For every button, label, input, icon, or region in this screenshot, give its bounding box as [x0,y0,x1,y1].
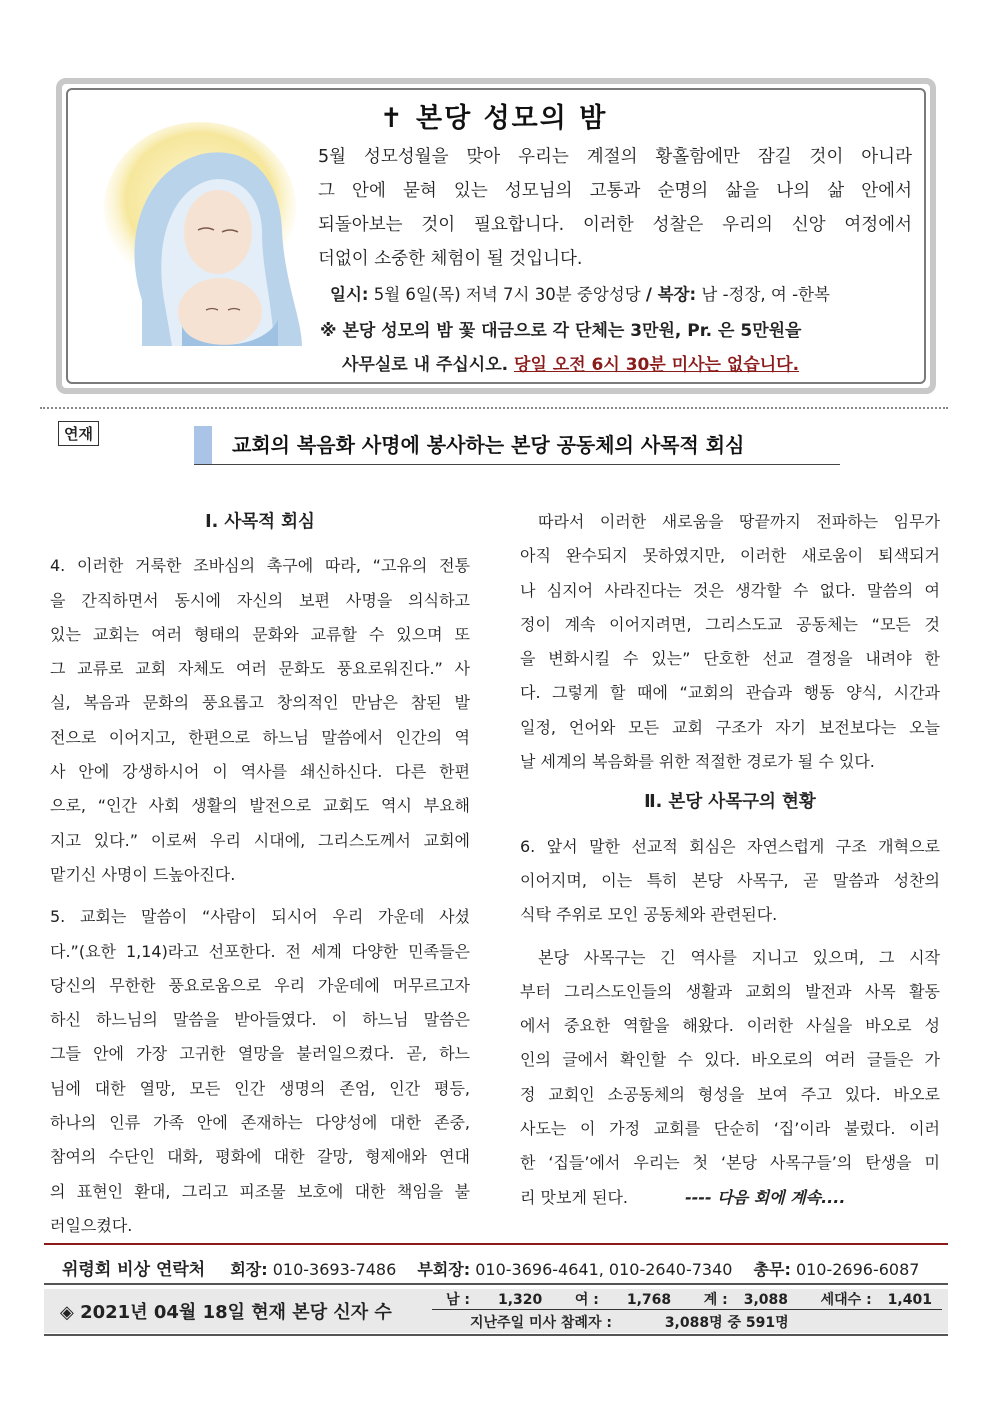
paragraph-line: 리 맛보게 된다. [520,1187,628,1207]
paragraph-line: 따라서 이러한 새로움을 땅끝까지 전파하는 임무가 [538,512,940,531]
paragraph-line: 식탁 주위로 모인 공동체와 관련된다. [520,905,778,925]
attendance-label: 지난주일 미사 참례자 : [470,1315,612,1331]
paragraph-line: 4. 이러한 거룩한 조바심의 촉구에 따라, “고유의 전통 [50,556,470,576]
footer-bottom-rule [44,1334,948,1336]
paragraph-line: 에서 중요한 역할을 해왔다. 이러한 사실을 바오로 성 [520,1016,940,1036]
households-count: 1,401 [887,1292,932,1308]
section-heading-2: Ⅱ. 본당 사목구의 현황 [644,792,816,813]
paragraph-line: 다. 그렇게 할 때에 “교회의 관습과 행동 양식, 시간과 [520,683,940,703]
paragraph-line: 다.”(요한 1,14)라고 선포한다. 전 세계 다양한 민족들은 [50,941,470,961]
event-details [330,281,830,305]
paragraph-parish-history [520,941,940,1215]
male-count: 1,320 [498,1292,543,1308]
dress-code-value: 남 -정장, 여 -한복 [696,285,830,304]
intro-line: 되돌아보는 것이 필요합니다. 이러한 성찰은 우리의 신앙 여정에서 [318,215,912,235]
event-title: ✝ 본당 성모의 밤 [380,103,608,134]
paragraph-line: 본당 사목구는 긴 역사를 지니고 있으며, 그 시작 [538,947,940,967]
vice-president-label: 부회장: [417,1260,471,1279]
president-label: 회장: [230,1260,268,1279]
series-badge: 연재 [58,421,99,446]
paragraph-line: 하나의 인류 가족 안에 존재하는 다양성에 대한 존중, [50,1113,470,1133]
paragraph-line: 한 ‘집들’에서 우리는 첫 ‘본당 사목구들’의 탄생을 미 [520,1153,940,1173]
headline-underline [194,464,840,465]
paragraph-line: 맡기신 사명이 드높아진다. [50,864,236,884]
paragraph-line: 으로, “인간 사회 생활의 발전으로 교회도 역시 부요해 [50,796,470,816]
total-label: 계 : [703,1292,728,1308]
paragraph-last-line [520,1181,940,1215]
section-divider [40,407,948,409]
paragraph-line: 참여의 수단인 대화, 평화에 대한 갈망, 형제애와 연대 [50,1147,470,1167]
paragraph-line: 당신의 무한한 풍요로움으로 우리 가운데에 머무르고자 [50,975,470,995]
paragraph-line: 6. 앞서 말한 선교적 회심은 자연스럽게 구조 개혁으로 [520,836,940,856]
paragraph-line: 을 간직하면서 동시에 자신의 보편 사명을 의식하고 [50,590,470,610]
president-phone: 010-3693-7486 [272,1260,397,1279]
intro-line: 그 안에 묻혀 있는 성모님의 고통과 순명의 삶을 나의 삶 안에서 [318,181,912,201]
vice-president-phones: 010-3696-4641, 010-2640-7340 [475,1260,733,1279]
secretary-label: 총무: [753,1260,791,1279]
paragraph-line: 이어지며, 이는 특히 본당 사목구, 곧 말씀과 성찬의 [520,870,940,890]
attendance-value: 3,088명 중 591명 [664,1315,789,1331]
intro-line: 더없이 소중한 체험이 될 것입니다. [318,249,583,269]
paragraph-line: 지고 있다.” 이로써 우리 시대에, 그리스도께서 교회에 [50,830,470,850]
parishioner-stats [432,1289,942,1309]
dress-code-label: / 복장: [645,285,697,304]
paragraph-line: 아직 완수되지 못하였지만, 이러한 새로움이 퇴색되거 [520,546,940,566]
households-label: 세대수 : [820,1292,872,1308]
footer-mid-rule [44,1283,948,1285]
paragraph-line: 사도는 이 가정 교회를 단순히 ‘집’이라 불렀다. 이러 [520,1119,940,1139]
female-count: 1,768 [626,1292,672,1308]
emergency-contacts [62,1255,919,1280]
intro-line: 5월 성모성월을 맞아 우리는 계절의 황홀함에만 잠길 것이 아니라 [318,147,912,167]
paragraph-line: 5. 교회는 말씀이 “사람이 되시어 우리 가운데 사셨 [50,907,470,927]
paragraph-line: 부터 그리스도인들의 생활과 교회의 발전과 사목 활동 [520,981,940,1001]
male-label: 남 : [446,1292,470,1308]
madonna-child-illustration [102,120,324,352]
parishioner-count-title: ◈ 2021년 04월 18일 현재 본당 신자 수 [60,1302,392,1323]
headline-accent-bar [194,426,212,464]
paragraph-line: 나 심지어 사라진다는 것은 생각할 수 없다. 말씀의 여 [520,580,940,600]
event-note-office: 사무실로 내 주십시오. [342,355,515,375]
article-right-column [520,505,940,1215]
paragraph-line: 일정, 언어와 모든 교회 구조가 자기 보전보다는 오늘 [520,717,940,737]
paragraph-line: 정 교회인 소공동체의 형성을 보여 주고 있다. 바오로 [520,1084,940,1104]
article-left-column [50,505,470,1243]
paragraph-4 [50,549,470,892]
paragraph-line: 그 교류로 교회 자체도 여러 문화도 풍요로워진다.” 사 [50,659,470,679]
event-note-warning: 당일 오전 6시 30분 미사는 없습니다. [514,355,800,375]
paragraph-line: 의 표현인 환대, 그리고 피조물 보호에 대한 책임을 불 [50,1181,470,1201]
footer-top-rule [44,1243,948,1245]
paragraph-5 [50,900,470,1243]
paragraph-line: 사 안에 강생하시어 이 역사를 쇄신하신다. 다른 한편 [50,762,470,782]
paragraph-line: 님에 대한 열망, 모든 인간 생명의 존엄, 인간 평등, [50,1078,470,1098]
event-note-line1: ※ 본당 성모의 밤 꽃 대금으로 각 단체는 3만원, Pr. 은 5만원을 [320,321,802,341]
continued-note: ---- 다음 회에 계속.... [685,1187,846,1207]
section-heading-1: Ⅰ. 사목적 회심 [205,512,315,532]
paragraph-line: 전으로 이어지고, 한편으로 하느님 말씀에서 인간의 역 [50,727,470,747]
female-label: 여 : [574,1292,599,1308]
paragraph-line: 하신 하느님의 말씀을 받아들였다. 이 하느님 말씀은 [50,1010,470,1030]
event-date-label: 일시: [330,285,369,304]
paragraph-line: 날 세계의 복음화를 위한 적절한 경로가 될 수 있다. [520,752,875,772]
paragraph-line: 그들 안에 가장 고귀한 열망을 불러일으켰다. 곧, 하느 [50,1044,470,1064]
paragraph-line: 정이 계속 이어지려면, 그리스도교 공동체는 “모든 것 [520,614,940,634]
contacts-title: 위령회 비상 연락처 [62,1260,206,1280]
secretary-phone: 010-2696-6087 [795,1260,920,1279]
total-count: 3,088 [743,1292,789,1308]
paragraph-line: 있는 교회는 여러 형태의 문화와 교류할 수 있으며 또 [50,624,470,644]
mass-attendance [470,1312,789,1332]
article-headline: 교회의 복음화 사명에 봉사하는 본당 공동체의 사목적 회심 [232,433,745,457]
paragraph-line: 러일으켰다. [50,1215,133,1235]
stats-underline [432,1309,942,1310]
event-date-value: 5월 6일(목) 저녁 7시 30분 중앙성당 [368,285,646,304]
paragraph-line: 실, 복음과 문화의 풍요롭고 창의적인 만남은 참된 발 [50,693,470,713]
paragraph-6 [520,830,940,933]
paragraph-continued [520,505,940,779]
event-note-line2 [342,350,799,375]
paragraph-line: 을 변화시킬 수 있는” 단호한 선교 결정을 내려야 한 [520,649,940,669]
paragraph-line: 인의 글에서 확인할 수 있다. 바오로의 여러 글들은 가 [520,1050,940,1070]
